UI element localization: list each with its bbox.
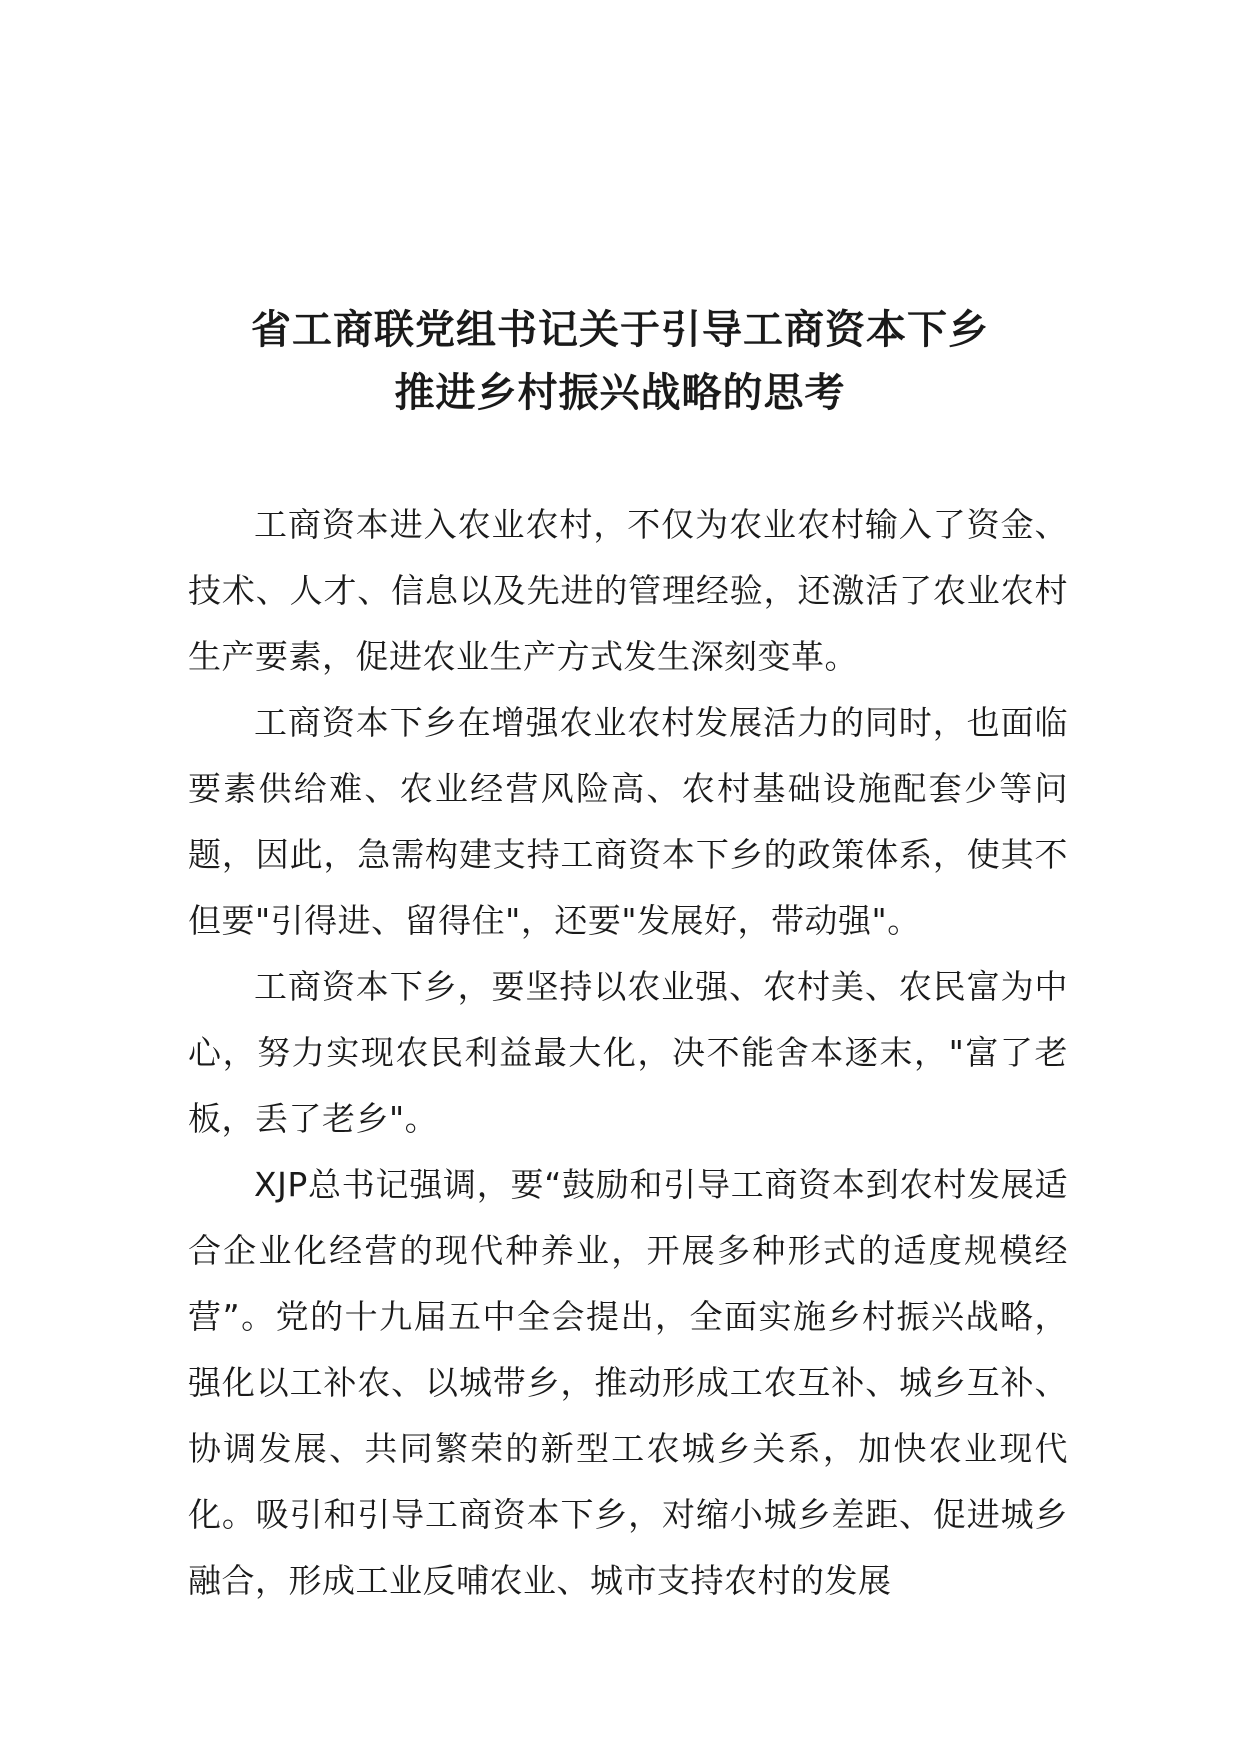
paragraph: 工商资本下乡，要坚持以农业强、农村美、农民富为中心，努力实现农民利益最大化，决不能舍本逐末，"富了老板，丢了老乡"。: [188, 967, 1068, 1138]
document-title-line-1: 省工商联党组书记关于引导工商资本下乡: [251, 307, 989, 353]
document-title-line-2: 推进乡村振兴战略的思考: [394, 370, 846, 416]
document-body: [188, 492, 1068, 1614]
paragraph: XJP总书记强调，要“鼓励和引导工商资本到农村发展适合企业化经营的现代种养业，开展多种形式的适度规模经营”。党的十九届五中全会提出，全面实施乡村振兴战略，强化以工补农、以城带乡，推动形成工农互补、城乡互补、协调发展、共同繁荣的新型工农城乡关系，加快农业现代化。吸引和引导工商资本下乡，对缩小城乡差距、促进城乡融合，形成工业反哺农业、城市支持农村的发展: [188, 1165, 1068, 1600]
paragraph: 工商资本下乡在增强农业农村发展活力的同时，也面临要素供给难、农业经营风险高、农村基础设施配套少等问题，因此，急需构建支持工商资本下乡的政策体系，使其不但要"引得进、留得住"，还要"发展好，带动强"。: [188, 703, 1068, 940]
paragraph: 工商资本进入农业农村，不仅为农业农村输入了资金、技术、人才、信息以及先进的管理经验，还激活了农业农村生产要素，促进农业生产方式发生深刻变革。: [188, 505, 1068, 676]
